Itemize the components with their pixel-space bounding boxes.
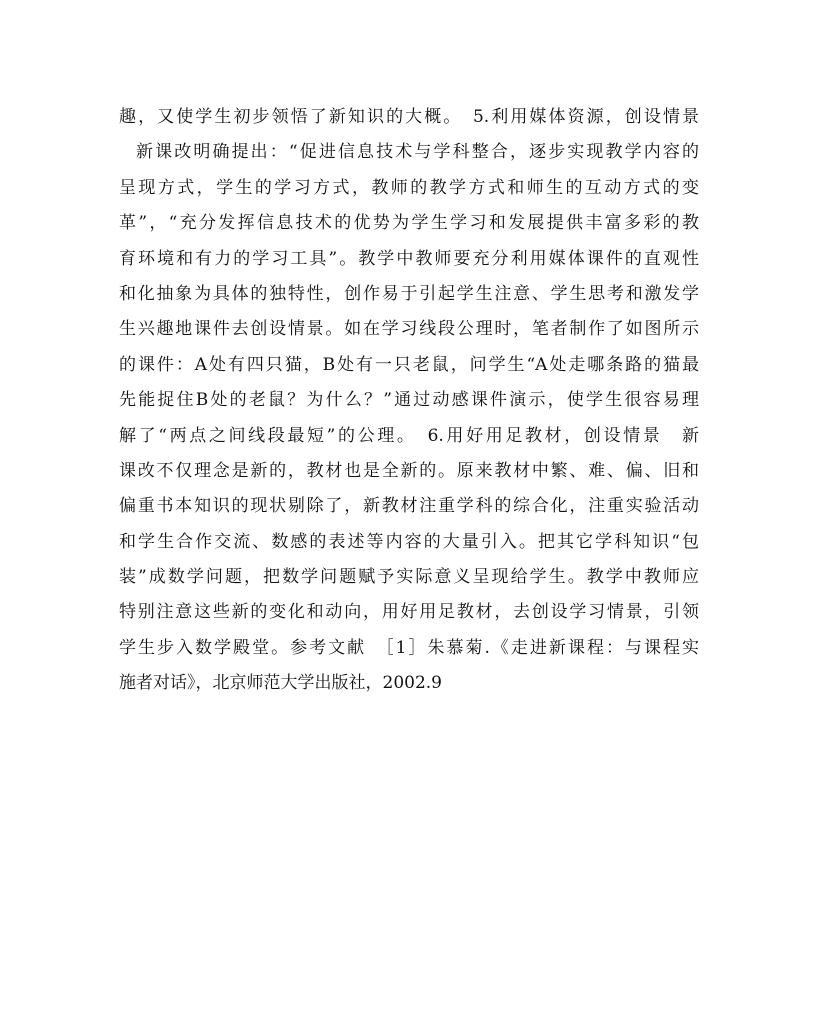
- text-line: 学生步入数学殿堂。参考文献 ［1］朱慕菊.《走进新课程：与课程实: [119, 637, 699, 658]
- text-line: 趣，又使学生初步领悟了新知识的大概。 5.利用媒体资源，创设情景: [119, 107, 699, 127]
- text-line: 和学生合作交流、数感的表述等内容的大量引入。把其它学科知识“包: [119, 531, 699, 552]
- text-line: 特别注意这些新的变化和动向，用好用足教材，去创设学习情景，引领: [119, 602, 699, 623]
- text-line: 偏重书本知识的现状剔除了，新教材注重学科的综合化，注重实验活动: [119, 496, 699, 517]
- text-line: 和化抽象为具体的独特性，创作易于引起学生注意、学生思考和激发学: [119, 283, 699, 304]
- text-line: 呈现方式，学生的学习方式，教师的教学方式和师生的互动方式的变: [119, 177, 699, 198]
- body-text: [119, 100, 699, 702]
- text-line: 新课改明确提出：“促进信息技术与学科整合，逐步实现教学内容的: [136, 142, 699, 163]
- text-line: 解了“两点之间线段最短”的公理。 6.用好用足教材，创设情景 新: [119, 425, 699, 446]
- text-line: 课改不仅理念是新的，教材也是全新的。原来教材中繁、难、偏、旧和: [119, 460, 699, 481]
- text-line: 育环境和有力的学习工具”。教学中教师要充分利用媒体课件的直观性: [119, 248, 699, 269]
- text-line: 施者对话》，北京师范大学出版社，2002.9: [119, 673, 442, 694]
- text-line: 的课件：A处有四只猫，B处有一只老鼠，问学生“A处走哪条路的猫最: [119, 354, 699, 375]
- text-line: 先能捉住B处的老鼠？为什么？”通过动感课件演示，使学生很容易理: [119, 390, 699, 411]
- text-line: 革”，“充分发挥信息技术的优势为学生学习和发展提供丰富多彩的教: [119, 213, 699, 234]
- text-line: 装”成数学问题，把数学问题赋予实际意义呈现给学生。教学中教师应: [119, 567, 699, 588]
- text-line: 生兴趣地课件去创设情景。如在学习线段公理时，笔者制作了如图所示: [119, 319, 699, 340]
